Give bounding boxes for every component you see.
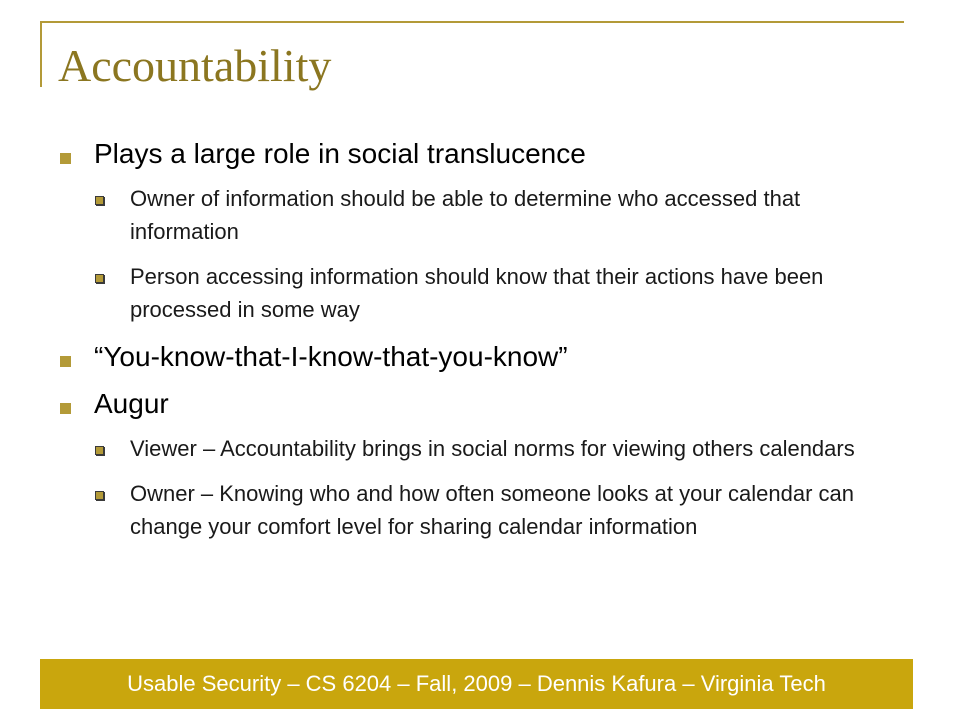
bullet-text: Plays a large role in social translucence <box>94 138 586 169</box>
sub-bullet-text: Owner – Knowing who and how often someone looks at your calendar can change your comfort level for sharing calendar information <box>130 481 854 539</box>
hollow-square-bullet-icon <box>95 491 104 500</box>
frame-top-rule <box>40 21 904 23</box>
sub-bullet-item <box>94 182 880 248</box>
hollow-square-bullet-icon <box>95 274 104 283</box>
sub-bullet-text: Person accessing information should know that their actions have been processed in some way <box>130 264 824 322</box>
slide-title: Accountability <box>58 40 332 91</box>
square-bullet-icon <box>60 153 71 164</box>
footer-bar <box>40 659 913 709</box>
bullet-text: Augur <box>94 388 169 419</box>
bullet-list <box>60 136 880 543</box>
square-bullet-icon <box>60 356 71 367</box>
sub-bullet-list <box>94 182 880 326</box>
bullet-item <box>60 386 880 543</box>
square-bullet-icon <box>60 403 71 414</box>
frame-left-rule <box>40 21 42 87</box>
footer-text: Usable Security – CS 6204 – Fall, 2009 – Dennis Kafura – Virginia Tech <box>127 671 826 696</box>
sub-bullet-text: Owner of information should be able to determine who accessed that information <box>130 186 801 244</box>
bullet-text: “You-know-that-I-know-that-you-know” <box>94 341 568 372</box>
sub-bullet-item <box>94 432 880 465</box>
sub-bullet-list <box>94 432 880 543</box>
sub-bullet-text: Viewer – Accountability brings in social norms for viewing others calendars <box>130 436 855 461</box>
bullet-item <box>60 136 880 326</box>
sub-bullet-item <box>94 260 880 326</box>
hollow-square-bullet-icon <box>95 196 104 205</box>
sub-bullet-item <box>94 477 880 543</box>
bullet-item <box>60 339 880 375</box>
hollow-square-bullet-icon <box>95 446 104 455</box>
